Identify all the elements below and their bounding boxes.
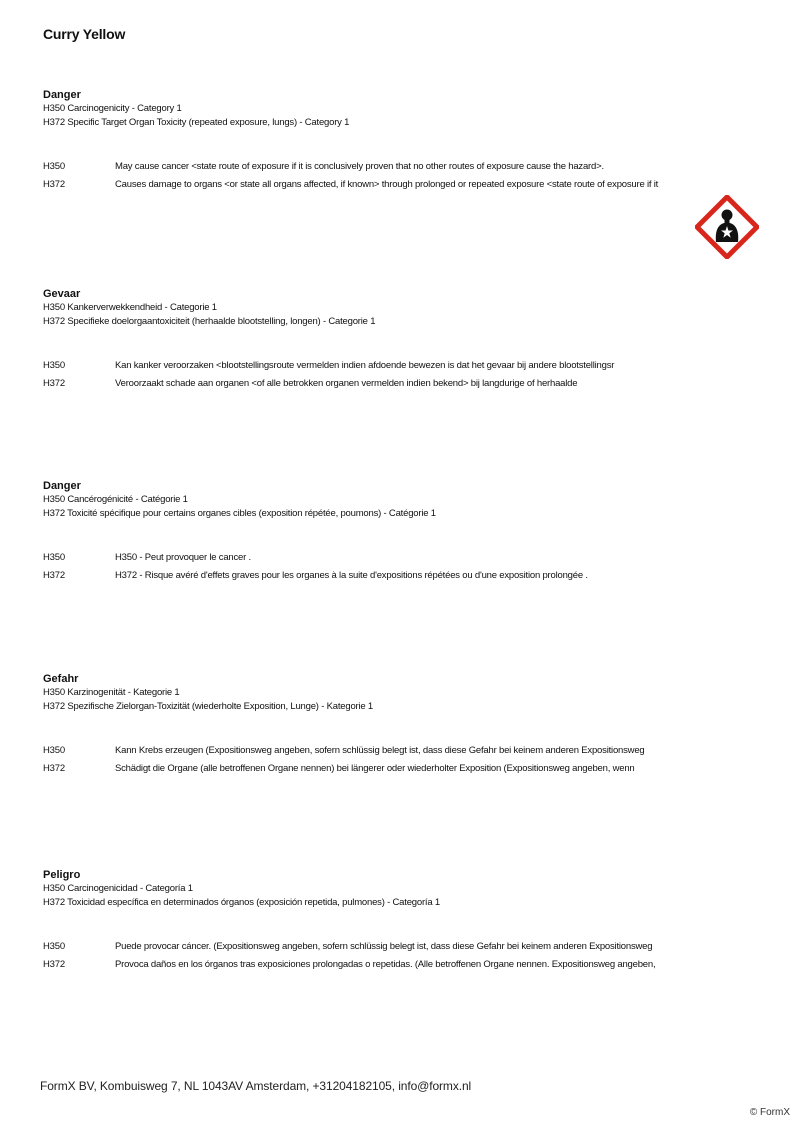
hazard-statements (43, 552, 743, 588)
hazard-statement-row (43, 941, 743, 959)
hazard-code: H372 (43, 570, 65, 581)
classification-line: H350 Kankerverwekkendheid - Categorie 1 (43, 302, 217, 313)
classification-line: H350 Carcinogenicidad - Categoría 1 (43, 883, 193, 894)
hazard-code: H350 (43, 941, 65, 952)
hazard-text: Provoca daños en los órganos tras exposiciones prolongadas o repetidas. (Alle betroffenen Organe nennen. Expositionsweg angeben, (115, 959, 656, 970)
hazard-text: May cause cancer <state route of exposure if it is conclusively proven that no other routes of exposure cause the hazard>. (115, 161, 604, 172)
hazard-statements (43, 161, 743, 197)
hazard-statement-row (43, 570, 743, 588)
hazard-text: Kann Krebs erzeugen (Expositionsweg angeben, sofern schlüssig belegt ist, dass diese Gefahr bei keinem anderen Expositionsweg (115, 745, 645, 756)
hazard-statement-row (43, 552, 743, 570)
hazard-text: Puede provocar cáncer. (Expositionsweg angeben, sofern schlüssig belegt ist, dass diese Gefahr bei keinem anderen Expositionsweg (115, 941, 653, 952)
hazard-code: H350 (43, 360, 65, 371)
copyright-notice: © FormX (749, 1107, 790, 1118)
hazard-section-fr (43, 479, 743, 588)
signal-word: Danger (43, 480, 81, 492)
hazard-statement-row (43, 179, 743, 197)
product-title: Curry Yellow (43, 26, 126, 42)
classification-line: H372 Specifieke doelorgaantoxiciteit (herhaalde blootstelling, longen) - Categorie 1 (43, 316, 376, 327)
hazard-text: Schädigt die Organe (alle betroffenen Organe nennen) bei längerer oder wiederholter Exposition (Expositionsweg angeben, wenn (115, 763, 635, 774)
hazard-text: Causes damage to organs <or state all organs affected, if known> through prolonged or repeated exposure <state route of exposure if it (115, 179, 659, 190)
hazard-statement-row (43, 745, 743, 763)
hazard-text: H350 - Peut provoquer le cancer . (115, 552, 251, 563)
hazard-statement-row (43, 360, 743, 378)
signal-word: Danger (43, 89, 81, 101)
hazard-statement-row (43, 378, 743, 396)
hazard-text: Veroorzaakt schade aan organen <of alle betrokken organen vermelden indien bekend> bij langdurige of herhaalde (115, 378, 578, 389)
classification-line: H372 Specific Target Organ Toxicity (repeated exposure, lungs) - Category 1 (43, 117, 350, 128)
hazard-code: H350 (43, 745, 65, 756)
hazard-section-de (43, 672, 743, 781)
hazard-statement-row (43, 959, 743, 977)
hazard-statement-row (43, 763, 743, 781)
hazard-section-es (43, 868, 743, 977)
classification-line: H372 Toxicidad específica en determinados órganos (exposición repetida, pulmones) - Categoría 1 (43, 897, 440, 908)
health-hazard-icon (695, 195, 759, 259)
hazard-code: H372 (43, 179, 65, 190)
classification-line: H350 Cancérogénicité - Catégorie 1 (43, 494, 188, 505)
company-footer: FormX BV, Kombuisweg 7, NL 1043AV Amsterdam, +31204182105, info@formx.nl (40, 1079, 472, 1093)
hazard-section-nl (43, 287, 743, 396)
signal-word: Gefahr (43, 673, 79, 685)
hazard-code: H372 (43, 378, 65, 389)
hazard-code: H350 (43, 161, 65, 172)
hazard-code: H372 (43, 959, 65, 970)
hazard-statements (43, 360, 743, 396)
hazard-statements (43, 941, 743, 977)
classification-line: H372 Spezifische Zielorgan-Toxizität (wiederholte Exposition, Lunge) - Kategorie 1 (43, 701, 374, 712)
hazard-text: Kan kanker veroorzaken <blootstellingsroute vermelden indien afdoende bewezen is dat het gevaar bij andere blootstellingsr (115, 360, 615, 371)
hazard-section-en (43, 88, 743, 197)
hazard-code: H372 (43, 763, 65, 774)
classification-line: H372 Toxicité spécifique pour certains organes cibles (exposition répétée, poumons) - Catégorie 1 (43, 508, 436, 519)
hazard-text: H372 - Risque avéré d'effets graves pour les organes à la suite d'expositions répétées ou d'une exposition prolongée . (115, 570, 588, 581)
signal-word: Gevaar (43, 288, 81, 300)
hazard-code: H350 (43, 552, 65, 563)
hazard-statement-row (43, 161, 743, 179)
classification-line: H350 Karzinogenität - Kategorie 1 (43, 687, 180, 698)
hazard-statements (43, 745, 743, 781)
classification-line: H350 Carcinogenicity - Category 1 (43, 103, 182, 114)
signal-word: Peligro (43, 869, 81, 881)
